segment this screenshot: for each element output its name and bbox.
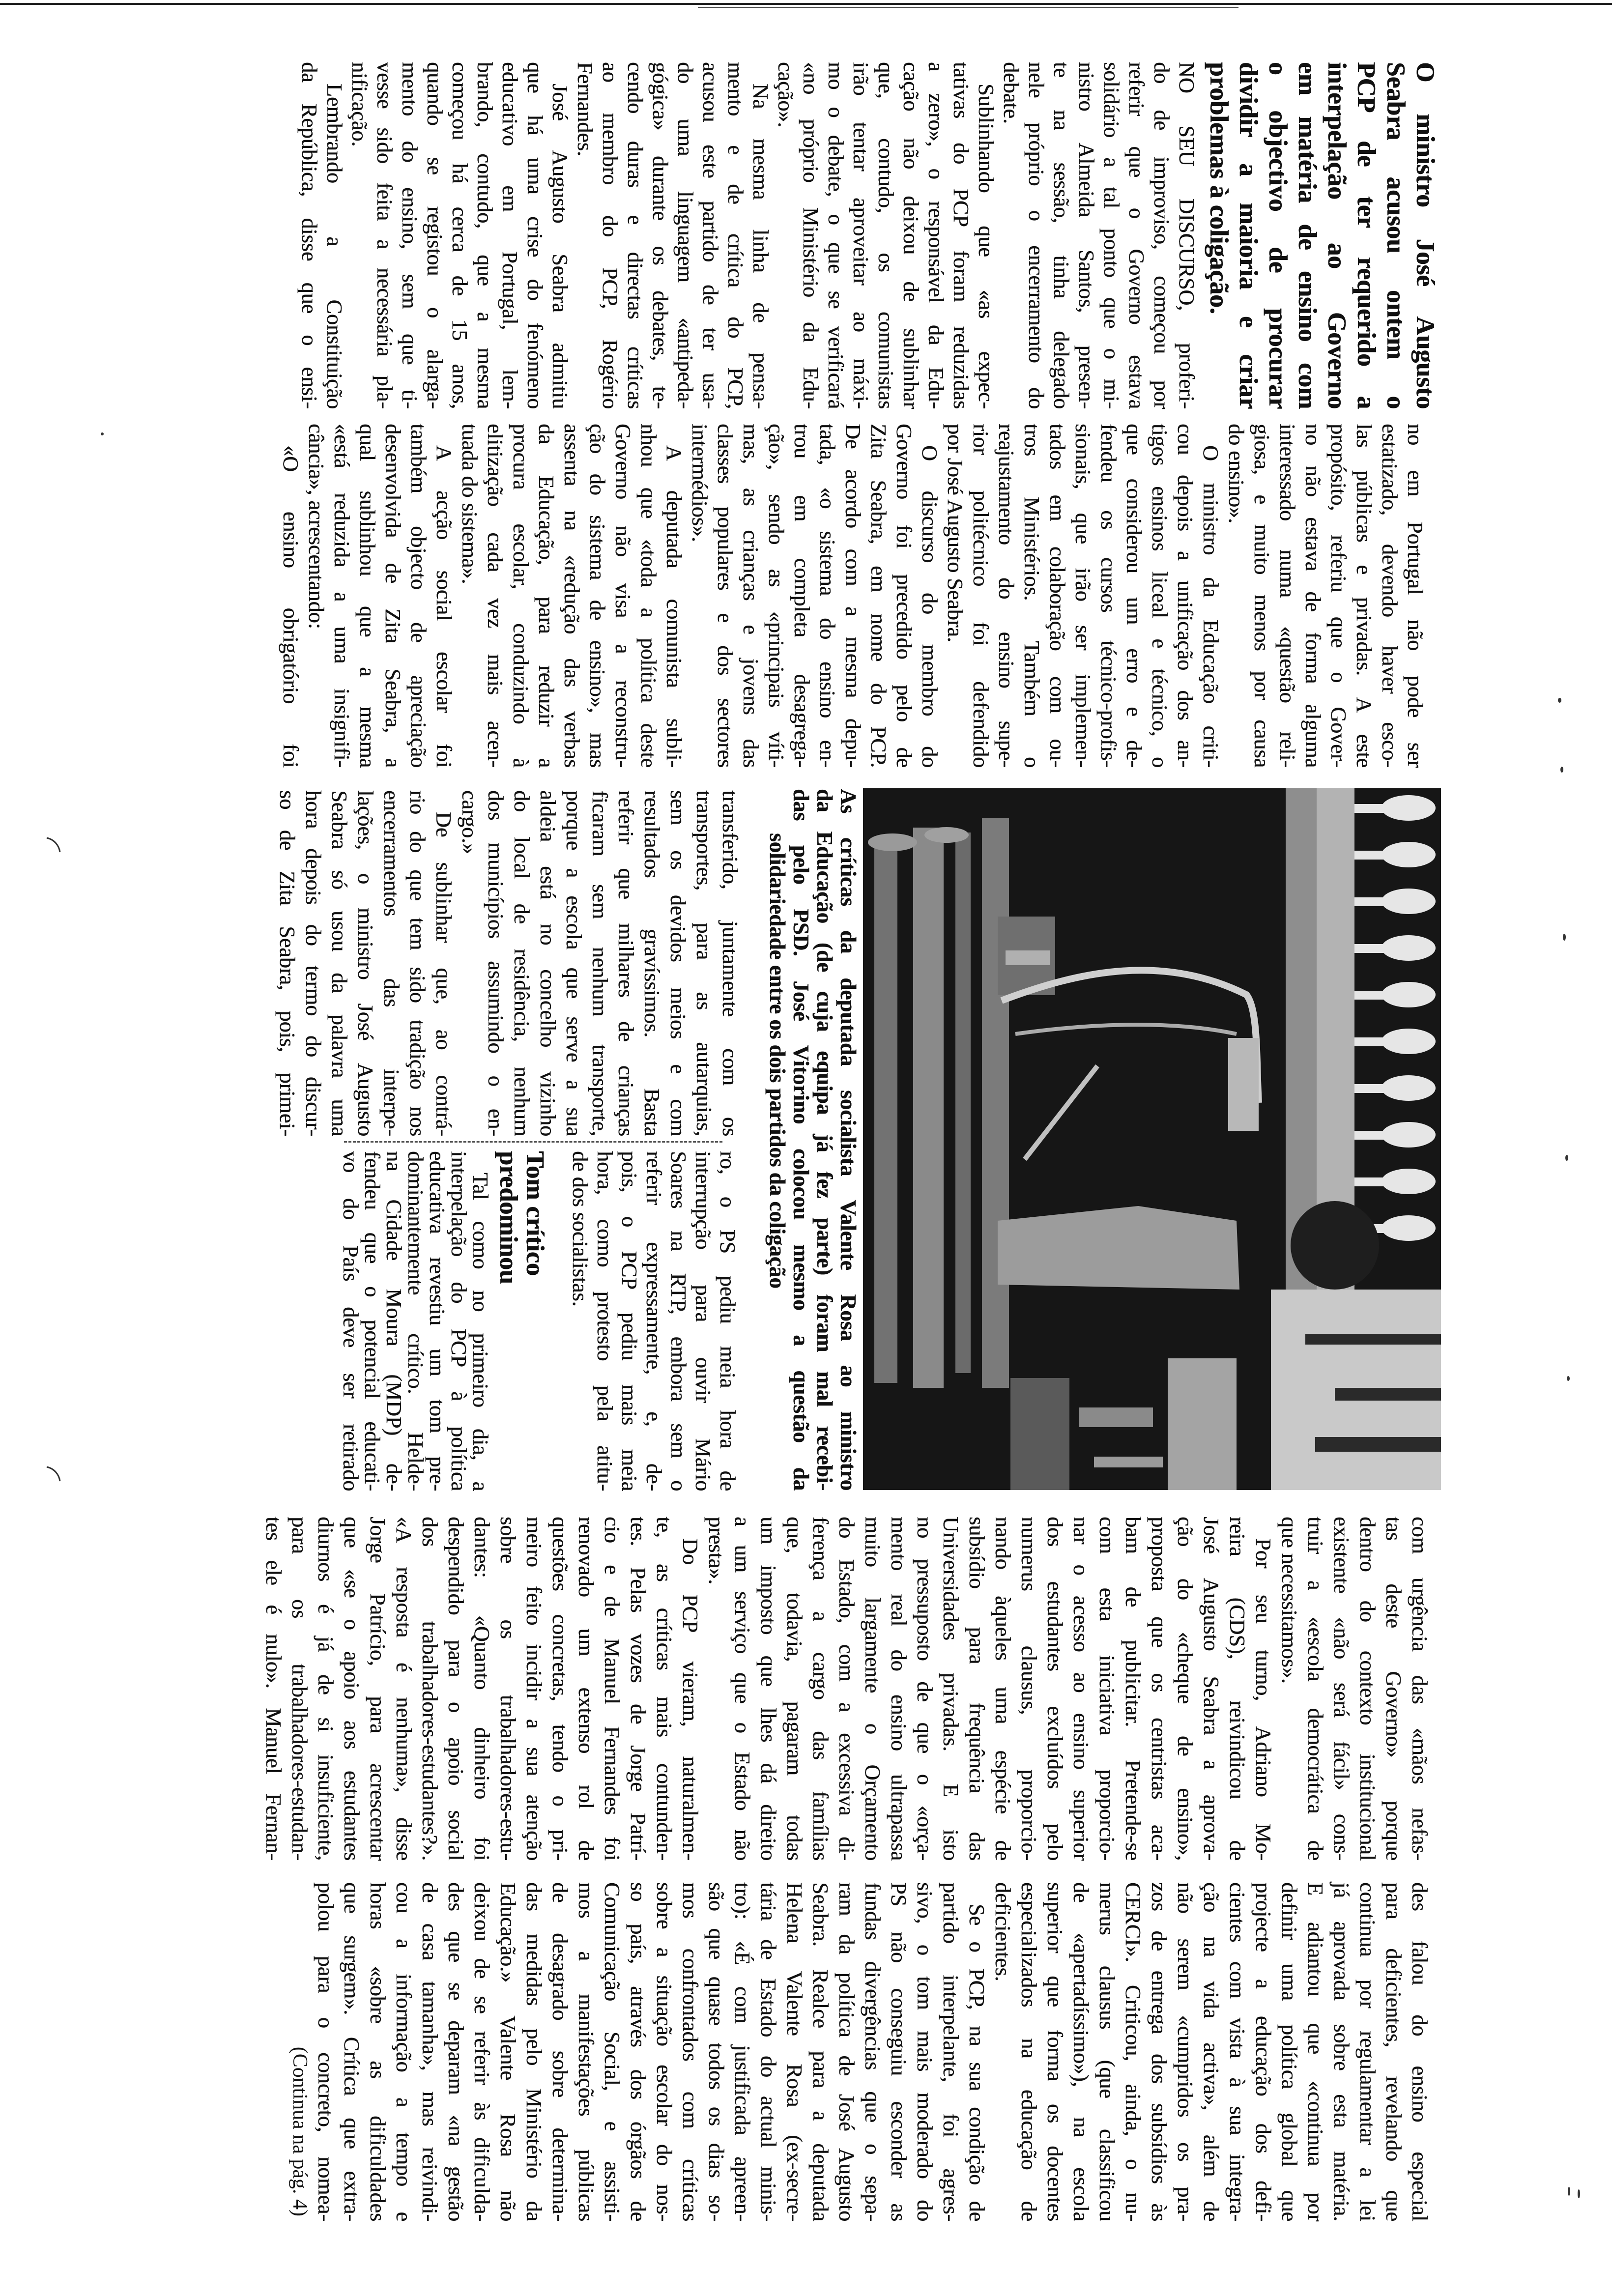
text-line: tigos ensinos liceal e técnico, o [1148,424,1172,768]
text-line: so de Zita Seabra, pois, primei- [275,790,299,1136]
text-line: «A resposta é nenhuma», disse [392,1517,416,1861]
text-line: que considerou um erro e de- [1122,424,1146,768]
text-line: da Educação, para reduzir a [534,424,558,768]
text-line: nistro Almeida Santos, presen- [1074,62,1098,409]
text-line: irão tentar aproveitar ao máxi- [849,62,873,409]
text-line: propósito, referiu que o Gover- [1326,424,1351,768]
subheading-line: predominou [494,1151,522,1284]
text-line: José Augusto Seabra admitiu [548,84,572,409]
text-line: já aprovada sobre esta matéria. [1329,1882,1353,2221]
text-line: meiro feito incidir a sua atenção [522,1517,546,1861]
column-4-body [260,1517,1433,1861]
headline-line: dividir a maioria e criar [1234,62,1263,409]
text-line: solidário a tal ponto que o mi- [1099,62,1123,409]
column-5-body [313,1882,1433,2221]
text-line: te na sessão, tinha delegado [1049,62,1073,409]
text-line: cendo duras e directas críticas [623,62,647,409]
text-line: hora depois do termo do discur- [301,790,325,1136]
text-line: fundas divergências que o sepa- [861,1882,885,2221]
scan-speck [1565,1155,1568,1161]
text-line: acusou este partido de ter usa- [698,62,722,409]
scan-speck [1563,934,1566,941]
headline-line: PCP de ter requerido a [1352,62,1381,409]
text-line: sobre os trabalhadores-estu- [496,1517,520,1861]
text-line: quando se registou o alarga- [423,62,447,409]
text-line: tas deste Governo» porque [1382,1517,1406,1861]
text-line: zos de entrega dos subsídios às [1147,1882,1171,2221]
text-line: educativa revestiu um tom pre- [425,1151,449,1491]
text-line: mo o debate, o que se verificará [824,62,848,409]
text-line: Jorge Patrício, para acrescentar [366,1517,390,1861]
text-line: horas «sobre as dificuldades [366,1882,390,2221]
text-line: «está reduzida a uma insignifi- [330,424,354,768]
text-line: subsídio para frequência das [965,1517,989,1861]
text-line: a um serviço que o Estado não [730,1517,754,1861]
text-line: cação». [774,62,798,128]
text-line: continua por regulamentar a lei [1355,1882,1380,2221]
text-line: ro, o PS pediu meia hora de [716,1151,740,1491]
text-line: Sublinhando que «as expec- [974,84,998,409]
text-line: O ministro da Educação criti- [1199,445,1223,768]
text-line: que há uma crise do fenómeno [523,62,547,409]
text-line: elitização cada vez mais acen- [483,424,507,768]
headline-line: em matéria de ensino com [1293,62,1322,409]
text-line: Universidades privadas. E isto [939,1517,963,1861]
scan-speck [1568,2187,1570,2196]
text-line: proposta que os centristas aca- [1147,1517,1171,1861]
text-line: numerus clausus, proporcio- [1017,1517,1041,1861]
text-line: sivo, o tom mais moderado do [913,1882,937,2221]
text-line: mos confrontados com críticas [678,1882,702,2221]
text-line: que, contudo, os comunistas [874,62,898,409]
article-headline [1204,62,1440,409]
text-line: tes ele é nulo». Manuel Fernan- [261,1517,286,1861]
text-line: ao membro do PCP, Rogério [598,62,622,409]
text-line: ção do sistema de ensino», mas [585,424,609,768]
text-line: CERCI». Criticou, ainda, o nu- [1121,1882,1145,2221]
text-line: encerramentos das interpe- [379,790,403,1136]
text-line: definir uma política global que [1277,1882,1301,2221]
text-line: nar o acesso ao ensino superior [1069,1517,1093,1861]
text-line: Se o PCP, na sua condição de [965,1904,989,2221]
text-line: Governo foi precedido pelo de [892,424,916,768]
text-line: cou depois a unificação dos an- [1173,424,1197,768]
text-line: hora, como protesto pela atitu- [593,1151,617,1491]
caption-line: As críticas da deputada socialista Valente Rosa ao ministro [836,789,861,1491]
text-line: especializados na educação de [1017,1882,1041,2221]
headline-line: Seabra acusou ontem o [1382,62,1410,409]
caption-line: solidariedade entre os dois partidos da coligação [765,833,790,1289]
text-line: rior politécnico foi defendido [969,424,993,768]
page-edge-rule-secondary [698,7,1238,8]
text-line: mento real do ensino ultrapassa [887,1517,911,1861]
text-line: NO SEU DISCURSO, proferi- [1175,62,1199,409]
text-line: Fernandes. [573,62,597,156]
text-line: Zita Seabra, em nome do PCP. [866,424,891,768]
text-line: referir expressamente, e, de- [642,1151,666,1491]
text-line: do uma linguagem «antipeda- [673,62,697,409]
text-line: fendeu os cursos técnico-profis- [1096,424,1121,768]
text-line: nificação. [347,62,372,147]
text-line: dentro do contexto institucional [1355,1517,1380,1861]
text-line: interessado numa «questão reli- [1275,424,1299,768]
text-line: tados em colaboração com ou- [1045,424,1069,768]
text-line: PS não conseguiu esconder as [887,1882,911,2221]
text-line: resultados gravíssimos. Basta [640,790,664,1136]
text-line: trou em completa desagrega- [790,424,814,768]
text-line: Seabra. Realce para a deputada [808,1882,833,2221]
text-line: interrupção para ouvir Mário [691,1151,715,1491]
text-line: classes populares e dos sectores [713,424,737,768]
text-line: presta». [704,1517,728,1585]
text-line: transportes, para as autarquias, [692,790,716,1136]
text-line: a zero», o responsável da Edu- [924,62,948,409]
text-line: superior que forma os docentes [1043,1882,1067,2221]
text-line: com esta iniciativa proporcio- [1095,1517,1119,1861]
text-line: brando, contudo, que a mesma [473,62,497,409]
text-line: qual sublinhou que a mesma [355,424,379,768]
text-line: A acção social escolar foi [432,445,456,768]
text-line: de dos socialistas. [568,1151,592,1307]
text-line: te, as críticas mais contunden- [652,1517,676,1861]
text-line: tros Ministérios. Também o [1020,424,1044,768]
text-line: Tal como no primeiro dia, a [468,1173,492,1491]
text-line: do Estado, com a excessiva di- [835,1517,859,1861]
text-line: José Augusto Seabra a aprova- [1199,1517,1223,1861]
text-line: educativo em Portugal, lem- [498,62,522,409]
photo-seated-figure-balustrade [863,788,1441,1490]
text-line: sem os devidos meios e com [666,790,690,1136]
scan-speck [1578,2189,1580,2198]
text-line: sobre a situação escolar do nos- [652,1882,676,2221]
text-line: dantes: «Quanto dinheiro foi [470,1517,494,1861]
text-line: Comunicação Social, e assisti- [600,1882,624,2221]
text-line: Na mesma linha de pensa- [748,84,773,409]
text-line: mento do ensino, sem que ti- [398,62,422,409]
text-line: que, todavia, pagaram todas [782,1517,806,1861]
text-line: não serem «cumpridos os pra- [1173,1882,1197,2221]
text-line: nele próprio o encerramento do [1024,62,1048,409]
text-line: nando àqueles uma espécie de [991,1517,1015,1861]
text-line: da República, disse que o ensi- [297,62,321,409]
continuation-note: (Continua na pág. 4) [288,2046,311,2216]
text-line: deixou de se referir às dificulda- [470,1882,494,2221]
column-3a-body [274,790,743,1136]
text-line: Helena Valente Rosa (ex-secre- [782,1882,806,2221]
column-2-body [278,424,1428,768]
text-line: Soares na RTP, embora sem o [666,1151,691,1491]
text-line: de desagrado sobre determina- [548,1882,572,2221]
text-line: Seabra só usou da palavra uma [327,790,351,1136]
text-line: projecte a educação dos defi- [1251,1882,1275,2221]
text-line: um imposto que lhes dá direito [756,1517,780,1861]
text-line: O discurso do membro do [918,445,942,768]
text-line: so país, através dos órgãos de [626,1882,650,2221]
text-line: para os trabalhadores-estudan- [288,1517,312,1861]
text-line: no não estava de forma alguma [1301,424,1325,768]
text-line: ção», sendo as «principais víti- [764,424,788,768]
text-line: merus clausus (que classificou [1095,1882,1119,2221]
text-line: reajustamento do ensino supe- [994,424,1018,768]
text-line: intermédios». [688,424,712,542]
text-line: renovado um extenso rol de [574,1517,598,1861]
text-line: cação não deixou de sublinhar [899,62,923,409]
article-column-3a [271,790,743,1136]
text-line: aldeia está no concelho vizinho [536,790,560,1136]
text-line: las públicas e privadas. A este [1352,424,1376,768]
text-line: des falou do ensino especial [1408,1882,1432,2221]
text-line: questões concretas, tendo o pri- [548,1517,572,1861]
column-3b-body-bottom [340,1151,491,1491]
text-line: Por seu turno, Adriano Mo- [1251,1538,1275,1861]
text-line: também objecto de apreciação [406,424,431,768]
page-edge-rule [0,3,1612,5]
text-line: E adiantou que «continua por [1303,1882,1327,2221]
text-line: que necessitamos». [1277,1517,1301,1684]
text-line: cou a informação a tempo e [392,1882,416,2221]
text-line: referir que o Governo estava [1124,62,1149,409]
column-separator [344,1141,722,1143]
text-line: ferença a cargo das famílias [808,1517,833,1861]
scan-mark [44,835,64,855]
text-line: «no próprio Ministério da Edu- [799,62,823,409]
text-line: no pressuposto de que o «orça- [913,1517,937,1861]
text-line: ção do «cheque de ensino», [1173,1517,1197,1861]
text-line: Do PCP vieram, naturalmen- [678,1538,702,1861]
text-line: des que se deparam «na gestão [444,1882,468,2221]
text-line: tro): «É com justificada apreen- [730,1882,754,2221]
text-line: são que quase todos os dias so- [704,1882,728,2221]
article-column-2 [273,424,1428,768]
text-line: polou para o concreto, nomea- [314,1882,338,2221]
news-photo [863,788,1441,1490]
headline-line: problemas à coligação. [1205,62,1233,314]
caption-line: das pelo PSD. José Vitorino colocou mesmo a questão da [789,789,813,1491]
text-line: ção na vida activa», além de [1199,1882,1223,2221]
text-line: reira (CDS), reivindicou de [1225,1517,1249,1861]
text-line: dos municípios assumindo o en- [484,790,508,1136]
text-line: cargo.» [458,790,482,854]
text-line: do de improviso, começou por [1150,62,1174,409]
text-line: pois, o PCP pediu mais meia [617,1151,641,1491]
text-line: para deficientes, revelando que [1382,1882,1406,2221]
text-line: De acordo com a mesma depu- [841,424,865,768]
headline-line: interpelação ao Governo [1323,62,1351,409]
text-line: começou há cerca de 15 anos, [448,62,472,409]
text-line: debate. [999,62,1023,124]
text-line: ram da política de José Augusto [835,1882,859,2221]
text-line: na Cidade Moura (MDP) de- [382,1151,406,1491]
text-line: truir a «escola democrática de [1303,1517,1327,1861]
article-column-5 [273,1882,1433,2221]
text-line: De sublinhar que, ao contrá- [432,812,456,1136]
text-line: tes. Pelas vozes de Jorge Patrí- [626,1517,650,1861]
text-line: deficientes. [991,1882,1015,1981]
photo-caption [762,789,860,1491]
text-line: nhou que «toda a política deste [636,424,661,768]
text-line: despendido para o apoio social [444,1517,468,1861]
text-line: mento e de crítica do PCP, [723,62,748,409]
text-line: diurnos é já de si insuficiente, [314,1517,338,1861]
text-line: cientes com vista à sua integra- [1225,1882,1249,2221]
text-line: Governo não visa a reconstru- [611,424,635,768]
scan-speck [101,432,104,435]
text-line: assenta na «redução das verbas [560,424,584,768]
headline-line: o objectivo de procurar [1264,62,1292,409]
scan-speck [1560,767,1563,773]
text-line: por José Augusto Seabra. [943,424,967,642]
text-line: das medidas pelo Ministério da [522,1882,546,2221]
text-line: partido interpelante, foi agres- [939,1882,963,2221]
text-line: dos trabalhadores-estudantes?». [418,1517,442,1861]
scan-mark [44,1464,64,1484]
text-line: fendeu que o potencial educati- [360,1151,384,1491]
text-line: estatizado, devendo haver esco- [1378,424,1402,768]
text-line: lações, o ministro José Augusto [353,790,377,1136]
text-line: interpelação do PCP à política [447,1151,471,1491]
text-line: tativas do PCP foram reduzidas [949,62,973,409]
text-line: desenvolvida de Zita Seabra, a [381,424,405,768]
text-line: procura escolar, conduzindo à [509,424,533,768]
text-line: no em Portugal não pode ser [1403,424,1427,768]
scan-speck [1558,698,1561,703]
text-line: transferido, juntamente com os [718,790,742,1136]
article-column-3b [268,1151,740,1491]
text-line: existente «não será fácil» cons- [1329,1517,1353,1861]
text-line: sionais, que irão ser implemen- [1071,424,1095,768]
text-line: vesse sido feita a necessária pla- [373,62,397,409]
text-line: porque a escola que serve a sua [562,790,586,1136]
text-line: tada, «o sistema do ensino en- [815,424,839,768]
text-line: Lembrando a Constituição [322,84,346,409]
text-line: vo do País deve ser retirado [339,1151,363,1491]
scan-speck [1567,1376,1570,1381]
text-line: ficaram sem nenhum transporte, [588,790,612,1136]
column-3b-body-top [568,1151,740,1491]
text-line: giosa, e muito menos por causa [1250,424,1274,768]
text-line: do ensino». [1224,424,1248,523]
text-line: «O ensino obrigatório foi [279,445,303,768]
text-line: dos estudantes excluídos pelo [1043,1517,1067,1861]
subheading [491,1151,568,1491]
article-column-1 [280,62,1440,409]
text-line: referir que milhares de crianças [614,790,638,1136]
article-column-4 [261,1517,1433,1861]
text-line: com urgência das «mãos nefas- [1408,1517,1432,1861]
text-line: Educação.» Valente Rosa não [496,1882,520,2221]
text-line: rio do que tem sido tradição nos [405,790,430,1136]
text-line: dominantemente crítico. Helde- [403,1151,428,1491]
text-line: mos a manifestações públicas [574,1882,598,2221]
text-line: gógica» durante os debates, te- [648,62,672,409]
text-line: cância», acrescentando: [304,424,328,629]
text-line: de casa tamanha», mas reivindi- [418,1882,442,2221]
subheading-line: Tom crítico [521,1151,549,1276]
text-line: A deputada comunista subli- [662,445,686,768]
caption-line: da Educação (de cuja equipa já fez parte) foram mal recebi- [812,789,837,1491]
text-line: cio e de Manuel Fernandes foi [600,1517,624,1861]
text-line: tuada do sistema». [458,424,482,584]
text-line: tária de Estado do actual minis- [756,1882,780,2221]
text-line: mas, as crianças e jovens das [739,424,763,768]
text-line: que surgem». Crítica que extra- [340,1882,364,2221]
headline-line: O ministro José Augusto [1411,62,1439,409]
text-line: muito largamente o Orçamento [861,1517,885,1861]
text-line: do local de residência, nenhum [510,790,534,1136]
text-line: que «se o apoio aos estudantes [340,1517,364,1861]
text-line: de «apertadíssimo»), na escola [1069,1882,1093,2221]
text-line: bam de publicitar. Pretende-se [1121,1517,1145,1861]
column-1-body [297,62,1199,409]
